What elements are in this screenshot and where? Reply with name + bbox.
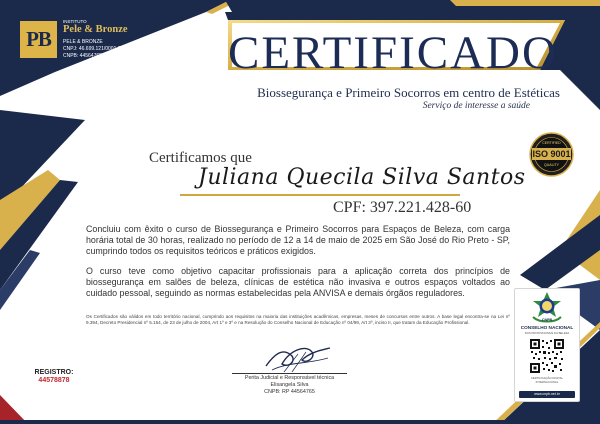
certificate-title: CERTIFICADO [228,27,558,79]
qr-code-icon [529,338,565,374]
recipient-name: Juliana Quecila Silva Santos [198,165,526,190]
council-card [514,288,580,402]
iso-seal [529,132,574,177]
service-subtitle: Serviço de interesse a saúde [422,101,530,111]
institute-logo: PB [20,21,57,58]
registry-number: 44578878 [38,377,70,384]
course-name: Biossegurança e Primeiro Socorros em centro de Estéticas [257,85,560,100]
institute-name-line: PELE & BRONZE [63,39,103,45]
signatory-role: Perita Judicial e Responsável técnica [244,375,335,381]
council-subtitle: DOS PROFISSIONAIS DA BELEZA [524,331,570,335]
institute-cnpj: CNPJ: 46.699.121/0001-74 [63,46,124,52]
recipient-cpf: CPF: 397.221.428-60 [333,199,472,216]
council-website-link[interactable]: www.cnpb.net.br [519,391,575,398]
qr-caption-line1: CERTIFICAÇÃO DIGITAL [530,376,564,380]
iso-top-text: CERTIFIED [542,141,561,145]
iso-bottom-text: QUALITY [544,163,559,167]
institute-small-label: INSTITUTO [63,19,87,24]
qr-caption-line2: INTERNACIONAL [535,380,559,384]
legal-notice: Os Certificados são válidos em todo território nacional, cumprindo aos requisitos na maioria das instituições acadêmicas, empresas, meses de concursos entre outros. A base legal encontra-se na Lei nº 9.394, Decreto Presidencial nº 5.154, de 23 de julho de 2004, Art 1º e 3º e na Resolução do Conselho Nacional de Educação nº 04/99, Art 3º, inciso II, que tratam da Educação Profissional. [86,314,510,326]
institute-brand-name: Pele & Bronze [63,24,128,35]
council-title: CONSELHO NACIONAL [520,325,574,330]
signature-image [262,342,334,376]
registry-label: REGISTRO: [34,369,74,376]
certify-text: Certificamos que [149,150,252,166]
signatory-cnpb: CNPB: RP 44564765 [264,389,315,395]
signatory-name: Elisangela Silva [270,382,309,388]
objective-paragraph: O curso teve como objetivo capacitar profissionais para a aplicação correta dos princípios de biossegurança em salões de beleza, clínicas de estética não invasiva e outros espaços voltados ao cuidado pessoal, seguindo as normas estabelecidas pela ANVISA e demais órgãos reguladores. [86,266,510,298]
completion-paragraph: Concluiu com êxito o curso de Biossegurança e Primeiro Socorros para Espaços de Beleza, com carga horária total de 30 horas, realizado no período de 12 a 14 de maio de 2025 em São José do Rio Preto - SP, cumprindo todos os requisitos teóricos e práticos exigidos. [86,224,510,256]
institute-cnpb: CNPB: 44564765 [63,53,102,59]
iso-label: ISO 9001 [532,149,571,159]
council-emblem-text: CNPB [541,318,553,322]
name-underline [180,194,460,196]
signature-line [232,373,347,374]
